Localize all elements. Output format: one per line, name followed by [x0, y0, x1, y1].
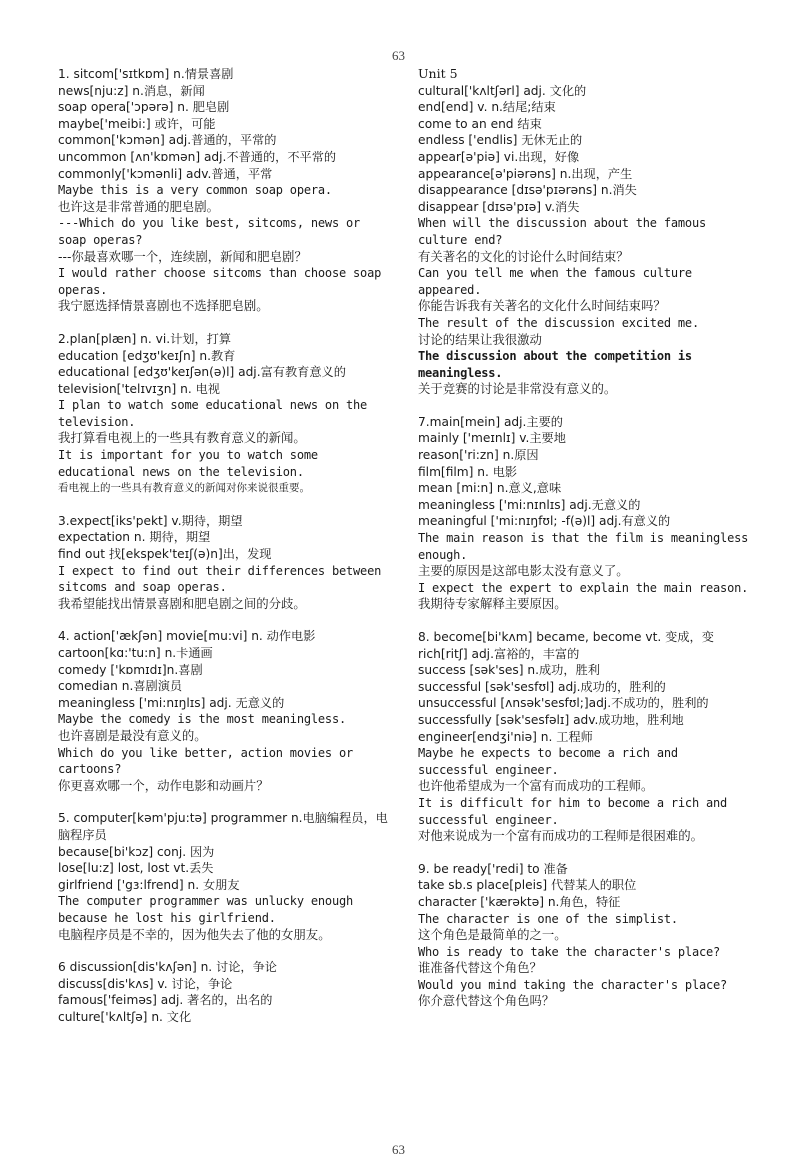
translation-line: 讨论的结果让我很激动: [418, 331, 542, 347]
entry-line: because[bi'kɔz] conj. 因为: [58, 844, 215, 859]
unit-title: Unit 5: [418, 66, 458, 81]
entry-line: meaningless ['mi:nɪŋlɪs] adj. 无意义的: [58, 695, 285, 710]
entry-line: I plan to watch some educational news on the television.: [58, 398, 375, 429]
entry-line: successfully [sək'sesfəlɪ] adv.成功地，胜利地: [418, 712, 684, 727]
entry-line: educational [edʒʊ'keɪʃən(ə)l] adj.富有教育意义的: [58, 365, 346, 380]
translation-line: 谁准备代替这个角色？: [418, 960, 542, 976]
entry-line: discuss[dis'kʌs] v. 讨论，争论: [58, 976, 233, 991]
entry-line: famous['feiməs] adj. 著名的，出名的: [58, 993, 273, 1008]
entry-line: disappearance [dɪsə'pɪərəns] n.消失: [418, 183, 637, 198]
entry-line: girlfriend ['gɜ:lfrend] n. 女朋友: [58, 877, 240, 892]
entry-line: end[end] v. n.结尾;结束: [418, 100, 556, 115]
vocab-entry: [58, 66, 393, 315]
entry-line: reason['ri:zn] n.原因: [418, 448, 539, 463]
entry-line: endless ['endlis] 无休无止的: [418, 133, 583, 148]
translation-line: 我宁愿选择情景喜剧也不选择肥皂剧。: [58, 298, 269, 314]
entry-line: meaningful ['mi:nɪŋfʊl; -f(ə)l] adj.有意义的: [418, 514, 671, 529]
entry-line: appearance[ə'piərəns] n.出现，产生: [418, 166, 633, 181]
entry-line: I would rather choose sitcoms than choose soap operas.: [58, 266, 389, 297]
entry-line: 5. computer[kəm'pju:tə] programmer n.电脑编程员，电脑程序员: [58, 811, 388, 842]
entry-line: ---Which do you like best, sitcoms, news or soap operas?: [58, 216, 368, 247]
entry-line: culture['kʌltʃə] n. 文化: [58, 1009, 192, 1024]
entry-line: 6 discussion[dis'kʌʃən] n. 讨论，争论: [58, 960, 277, 975]
entry-line: rich[ritʃ] adj.富裕的，丰富的: [418, 646, 580, 661]
entry-line: Who is ready to take the character's place?: [418, 944, 721, 959]
entry-line: 9. be ready['redi] to 准备: [418, 861, 568, 876]
entry-line: 1. sitcom['sɪtkɒm] n.情景喜剧: [58, 67, 234, 81]
left-column: [58, 66, 393, 1041]
entry-line: The discussion about the competition is meaningless.: [418, 349, 699, 380]
entry-line: success [sək'ses] n.成功，胜利: [418, 663, 600, 678]
vocab-entry: [418, 861, 752, 1010]
entry-line: expectation n. 期待，期望: [58, 530, 211, 545]
page-number-bottom: 63: [392, 1142, 405, 1157]
entry-line: Would you mind taking the character's place?: [418, 977, 728, 992]
entry-line: It is important for you to watch some educational news on the television.: [58, 448, 325, 479]
entry-line: cartoon[kɑ:'tu:n] n.卡通画: [58, 646, 213, 660]
vocab-entry: [418, 83, 752, 398]
entry-line: comedian n.喜剧演员: [58, 679, 183, 694]
entry-line: I expect to find out their differences between sitcoms and soap operas.: [58, 563, 389, 595]
translation-line: 你更喜欢哪一个，动作电影和动画片？: [58, 777, 269, 793]
entry-line: The result of the discussion excited me.: [418, 315, 699, 330]
translation-line: 关于竞赛的讨论是非常没有意义的。: [418, 381, 617, 397]
entry-line: character ['kærəktə] n.角色，特征: [418, 894, 621, 909]
entry-line: The main reason is that the film is meaningless enough.: [418, 531, 756, 562]
entry-line: Can you tell me when the famous culture appeared.: [418, 266, 699, 297]
entry-line: The character is one of the simplist.: [418, 911, 678, 926]
entry-line: 3.expect[iks'pekt] v.期待，期望: [58, 513, 243, 528]
entry-line: soap opera['ɔpərə] n. 肥皂剧: [58, 100, 230, 115]
entry-line: find out 找[ekspek'teɪʃ(ə)n]出，发现: [58, 547, 272, 562]
vocab-entry: [58, 959, 393, 1025]
entry-line: mean [mi:n] n.意义,意味: [418, 481, 562, 496]
translation-line: 我希望能找出情景喜剧和肥皂剧之间的分歧。: [58, 595, 306, 611]
translation-line: 也许喜剧是最没有意义的。: [58, 727, 207, 743]
translation-line: 电脑程序员是不幸的，因为他失去了他的女朋友。: [58, 926, 331, 942]
entry-line: It is difficult for him to become a rich and successful engineer.: [418, 795, 735, 827]
entry-line: uncommon [ʌn'kɒmən] adj.不普通的，不平常的: [58, 149, 337, 164]
vocab-entry: [418, 629, 752, 845]
entry-line: disappear [dɪsə'pɪə] v.消失: [418, 199, 580, 214]
entry-line: Maybe the comedy is the most meaningless.: [58, 712, 347, 727]
vocab-entry: [58, 628, 393, 794]
entry-line: When will the discussion about the famous culture end?: [418, 216, 714, 247]
entry-line: news[nju:z] n.消息，新闻: [58, 83, 205, 98]
translation-line: ---你最喜欢哪一个，连续剧，新闻和肥皂剧？: [58, 248, 307, 264]
translation-line: 我期待专家解释主要原因。: [418, 596, 567, 612]
entry-line: Which do you like better, action movies or cartoons?: [58, 745, 361, 777]
page-number-top: 63: [392, 48, 405, 63]
entry-line: common['kɔmən] adj.普通的，平常的: [58, 133, 277, 148]
translation-line: 有关著名的文化的讨论什么时间结束？: [418, 248, 629, 264]
entry-line: engineer[endʒi'niə] n. 工程师: [418, 729, 593, 744]
vocab-entry: [58, 810, 393, 943]
translation-line: 主要的原因是这部电影太没有意义了。: [418, 563, 629, 579]
entry-line: I expect the expert to explain the main reason.: [418, 580, 749, 595]
translation-line: 看电视上的一些具有教育意义的新闻对你来说很重要。: [58, 482, 310, 495]
entry-line: 8. become[bi'kʌm] became, become vt. 变成，变: [418, 630, 714, 644]
translation-line: 对他来说成为一个富有而成功的工程师是很困难的。: [418, 828, 703, 844]
translation-line: 你能告诉我有关著名的文化什么时间结束吗？: [418, 298, 666, 314]
entry-line: successful [sək'sesfʊl] adj.成功的，胜利的: [418, 679, 666, 694]
entry-line: cultural['kʌltʃərl] adj. 文化的: [418, 83, 587, 98]
entry-line: mainly ['meɪnlɪ] v.主要地: [418, 431, 566, 446]
entry-line: 4. action['ækʃən] movie[mu:vi] n. 动作电影: [58, 629, 316, 644]
right-column: [418, 66, 756, 1026]
entry-line: 7.main[mein] adj.主要的: [418, 414, 563, 429]
entry-line: take sb.s place[pleis] 代替某人的职位: [418, 878, 637, 893]
entry-line: appear[ə'piə] vi.出现，好像: [418, 149, 580, 164]
translation-line: 也许这是非常普通的肥皂剧。: [58, 198, 220, 214]
entry-line: Maybe he expects to become a rich and successful engineer.: [418, 746, 685, 777]
vocab-entry: [58, 513, 393, 613]
right-entries: [418, 83, 756, 1010]
entry-line: comedy ['kɒmɪdɪ]n.喜剧: [58, 662, 203, 677]
vocab-entry: [418, 414, 756, 613]
entry-line: television['telɪvɪʒn] n. 电视: [58, 381, 220, 396]
entry-line: maybe['meibi:] 或许，可能: [58, 116, 216, 131]
translation-line: 也许他希望成为一个富有而成功的工程师。: [418, 778, 654, 794]
entry-line: film[film] n. 电影: [418, 464, 518, 479]
translation-line: 我打算看电视上的一些具有教育意义的新闻。: [58, 430, 306, 446]
translation-line: 这个角色是最简单的之一。: [418, 927, 567, 943]
entry-line: lose[lu:z] lost, lost vt.丢失: [58, 861, 214, 876]
vocab-entry: [58, 331, 393, 497]
entry-line: come to an end 结束: [418, 116, 542, 131]
entry-line: meaningless ['mi:nɪnlɪs] adj.无意义的: [418, 497, 641, 512]
entry-line: unsuccessful [ʌnsək'sesfʊl;]adj.不成功的，胜利的: [418, 696, 709, 711]
entry-line: 2.plan[plæn] n. vi.计划，打算: [58, 331, 232, 346]
entry-line: Maybe this is a very common soap opera.: [58, 183, 332, 198]
entry-line: education [edʒʊ'keɪʃn] n.教育: [58, 348, 236, 363]
entry-line: The computer programmer was unlucky enough because he lost his girlfriend.: [58, 894, 361, 925]
entry-line: commonly['kɔmənli] adv.普通，平常: [58, 166, 273, 181]
translation-line: 你介意代替这个角色吗？: [418, 993, 555, 1009]
